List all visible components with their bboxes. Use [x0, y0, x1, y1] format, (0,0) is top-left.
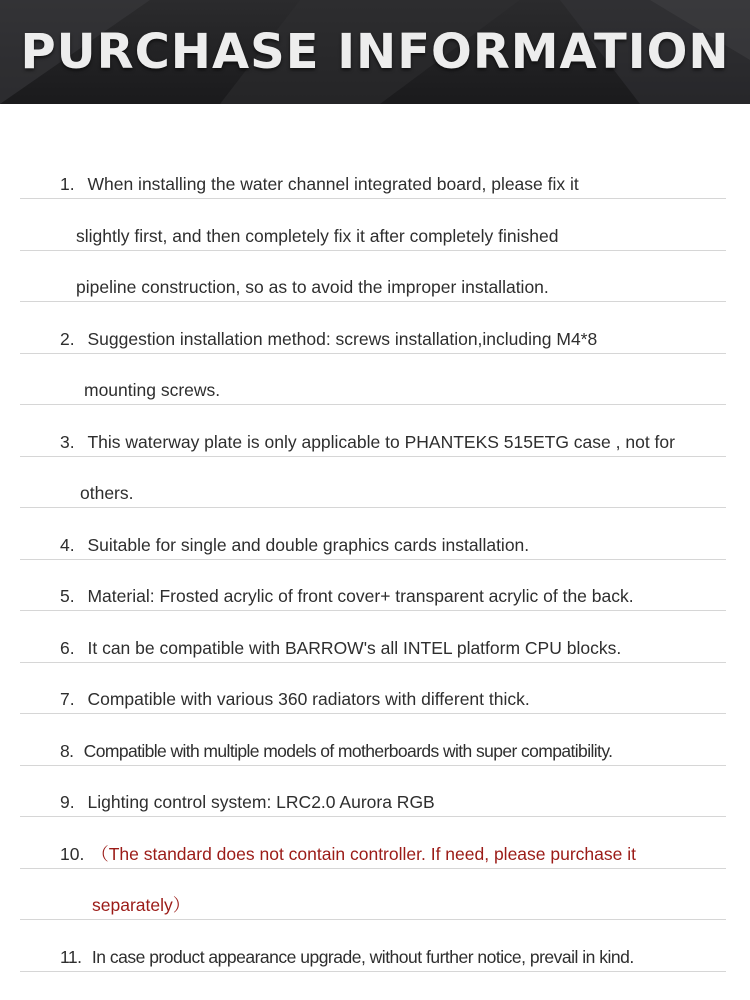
list-item-1-line-2 [20, 199, 726, 251]
item-number: 11. [60, 946, 82, 967]
list-item-7 [20, 662, 726, 714]
list-item-4 [20, 508, 726, 560]
list-item-1-line-1 [20, 147, 726, 199]
list-item-11 [20, 920, 726, 972]
list-item-3-line-2 [20, 456, 726, 508]
item-text: Compatible with various 360 radiators with different thick. [87, 688, 530, 709]
item-text: Suggestion installation method: screws installation,including M4*8 [87, 328, 598, 349]
list-item-2-line-1 [20, 302, 726, 354]
item-text: This waterway plate is only applicable to PHANTEKS 515ETG case , not for [87, 431, 675, 452]
item-number: 10. [60, 843, 85, 864]
item-text: Compatible with multiple models of motherboards with super compatibility. [83, 740, 613, 761]
item-text: slightly first, and then completely fix it after completely finished [76, 225, 559, 246]
item-text: In case product appearance upgrade, without further notice, prevail in kind. [91, 946, 634, 967]
list-item-6 [20, 611, 726, 663]
item-text: When installing the water channel integrated board, please fix it [87, 173, 579, 194]
item-text: Suitable for single and double graphics cards installation. [87, 534, 530, 555]
list-item-10-line-2 [20, 868, 726, 920]
list-item-8 [20, 714, 726, 766]
item-number: 1. [60, 173, 75, 194]
item-number: 9. [60, 791, 75, 812]
list-item-3-line-1 [20, 405, 726, 457]
item-text: It can be compatible with BARROW's all INTEL platform CPU blocks. [87, 637, 622, 658]
item-text: mounting screws. [84, 379, 221, 400]
list-item-9 [20, 765, 726, 817]
list-item-10-line-1 [20, 817, 726, 869]
list-item-1-line-3 [20, 250, 726, 302]
item-text: Material: Frosted acrylic of front cover+ transparent acrylic of the back. [87, 585, 634, 606]
item-number: 2. [60, 328, 75, 349]
item-text: others. [80, 482, 134, 503]
item-number: 5. [60, 585, 75, 606]
item-text: Lighting control system: LRC2.0 Aurora RGB [87, 791, 435, 812]
item-number: 3. [60, 431, 75, 452]
item-number: 4. [60, 534, 75, 555]
item-number: 7. [60, 688, 75, 709]
item-text-highlight: separately） [92, 894, 191, 915]
page-title: PURCHASE INFORMATION [20, 24, 730, 80]
item-number: 8. [60, 740, 74, 761]
list-item-5 [20, 559, 726, 611]
header-banner [0, 0, 750, 104]
item-text-highlight: （The standard does not contain controller. If need, please purchase it [91, 843, 636, 864]
list-item-2-line-2 [20, 353, 726, 405]
item-number: 6. [60, 637, 75, 658]
item-text: pipeline construction, so as to avoid the improper installation. [76, 276, 549, 297]
